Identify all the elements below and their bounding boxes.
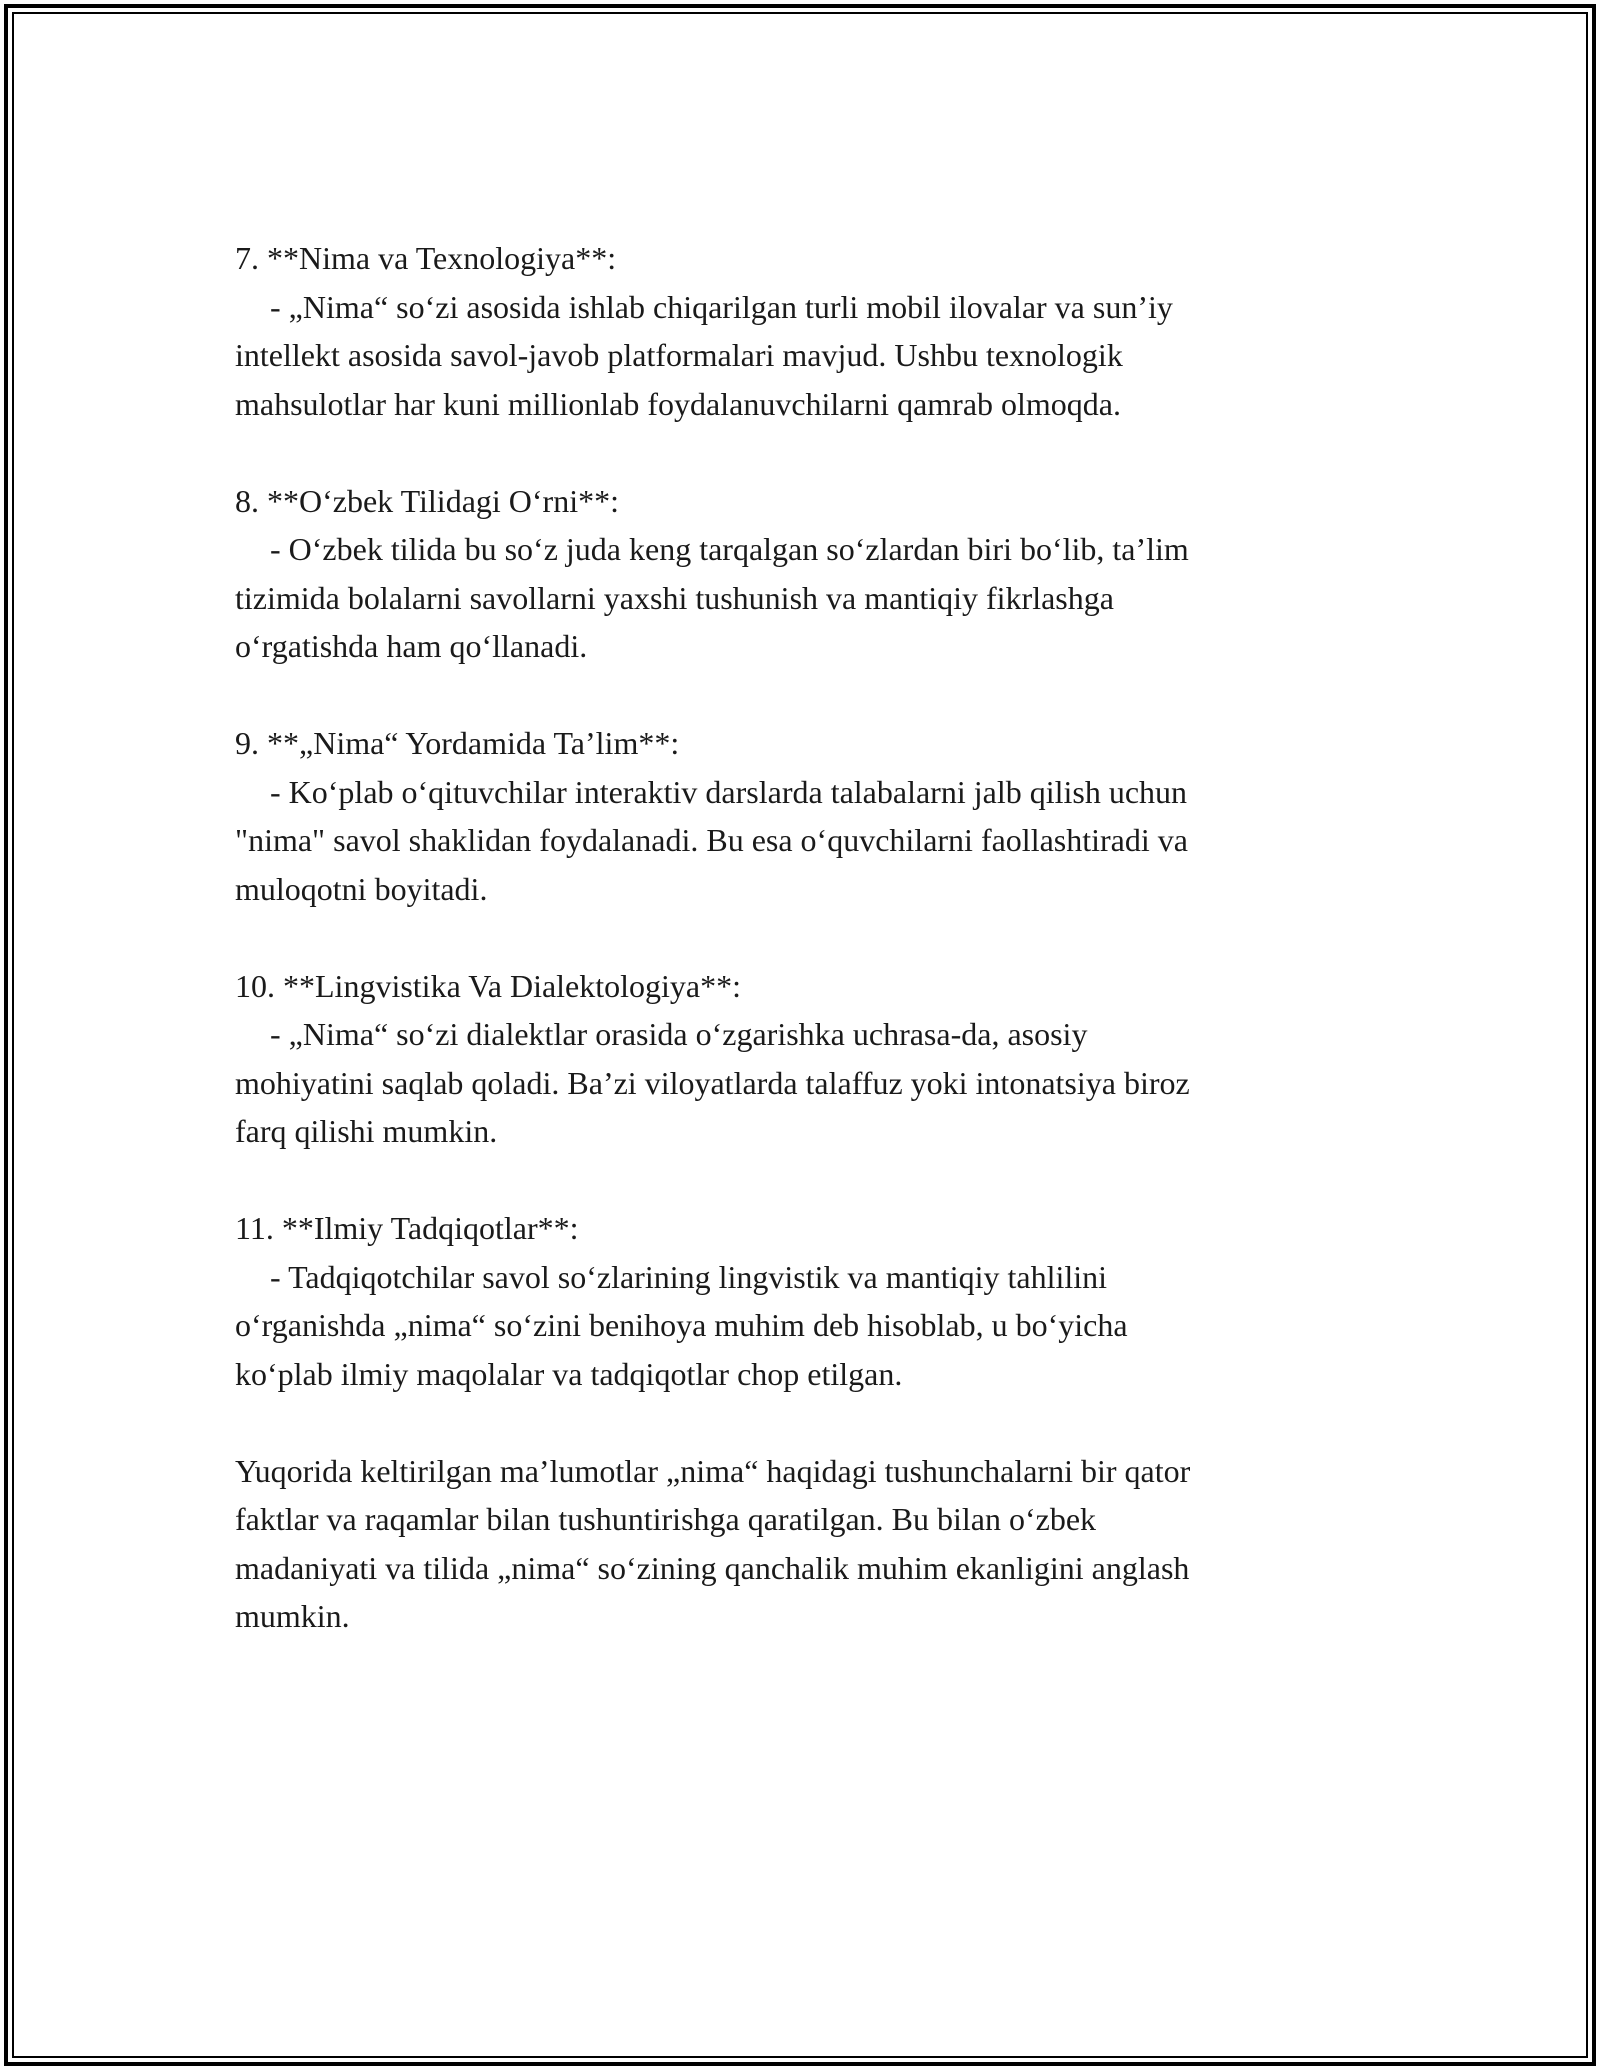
section-line: o‘rgatishda ham qo‘llanadi.: [235, 628, 588, 664]
section-line: mahsulotlar har kuni millionlab foydalanuvchilarni qamrab olmoqda.: [235, 385, 1121, 422]
section-heading: 8. **O‘zbek Tilidagi O‘rni**:: [235, 482, 619, 519]
section-line: ko‘plab ilmiy maqolalar va tadqiqotlar chop etilgan.: [235, 1355, 903, 1392]
section-line: - O‘zbek tilida bu so‘z juda keng tarqalgan so‘zlardan biri bo‘lib, ta’lim: [270, 531, 1189, 567]
section-line: intellekt asosida savol-javob platformalari mavjud. Ushbu texnologik: [235, 337, 1123, 373]
section-line: mohiyatini saqlab qoladi. Ba’zi viloyatlarda talaffuz yoki intonatsiya biroz: [235, 1064, 1190, 1101]
section-line: - Ko‘plab o‘qituvchilar interaktiv darslarda talabalarni jalb qilish uchun: [270, 773, 1188, 810]
section-line: farq qilishi mumkin.: [235, 1113, 498, 1149]
conclusion-paragraph: [235, 1447, 1365, 1641]
section-heading: 9. **„Nima“ Yordamida Ta’lim**:: [235, 725, 680, 761]
section-7: [235, 234, 1365, 428]
conclusion-line: mumkin.: [235, 1598, 350, 1634]
section-line: - „Nima“ so‘zi asosida ishlab chiqarilgan turli mobil ilovalar va sun’iy: [270, 288, 1173, 325]
section-line: - „Nima“ so‘zi dialektlar orasida o‘zgarishka uchrasa-da, asosiy: [270, 1016, 1088, 1052]
section-8: [235, 477, 1365, 671]
conclusion-line: Yuqorida keltirilgan ma’lumotlar „nima“ haqidagi tushunchalarni bir qator: [235, 1452, 1191, 1489]
section-11: [235, 1204, 1365, 1398]
section-line: muloqotni boyitadi.: [235, 870, 488, 907]
section-line: tizimida bolalarni savollarni yaxshi tushunish va mantiqiy fikrlashga: [235, 579, 1114, 616]
section-heading: 10. **Lingvistika Va Dialektologiya**:: [235, 967, 742, 1004]
section-heading: 7. **Nima va Texnologiya**:: [235, 240, 617, 276]
section-line: o‘rganishda „nima“ so‘zini benihoya muhim deb hisoblab, u bo‘yicha: [235, 1307, 1128, 1343]
section-10: [235, 962, 1365, 1156]
section-heading: 11. **Ilmiy Tadqiqotlar**:: [235, 1210, 579, 1246]
conclusion-line: faktlar va raqamlar bilan tushuntirishga qaratilgan. Bu bilan o‘zbek: [235, 1501, 1097, 1537]
section-line: "nima" savol shaklidan foydalanadi. Bu esa o‘quvchilarni faollashtiradi va: [235, 822, 1188, 858]
section-9: [235, 719, 1365, 913]
conclusion-line: madaniyati va tilida „nima“ so‘zining qanchalik muhim ekanligini anglash: [235, 1549, 1190, 1586]
document-body: [235, 234, 1365, 1689]
section-line: - Tadqiqotchilar savol so‘zlarining lingvistik va mantiqiy tahlilini: [270, 1258, 1108, 1295]
